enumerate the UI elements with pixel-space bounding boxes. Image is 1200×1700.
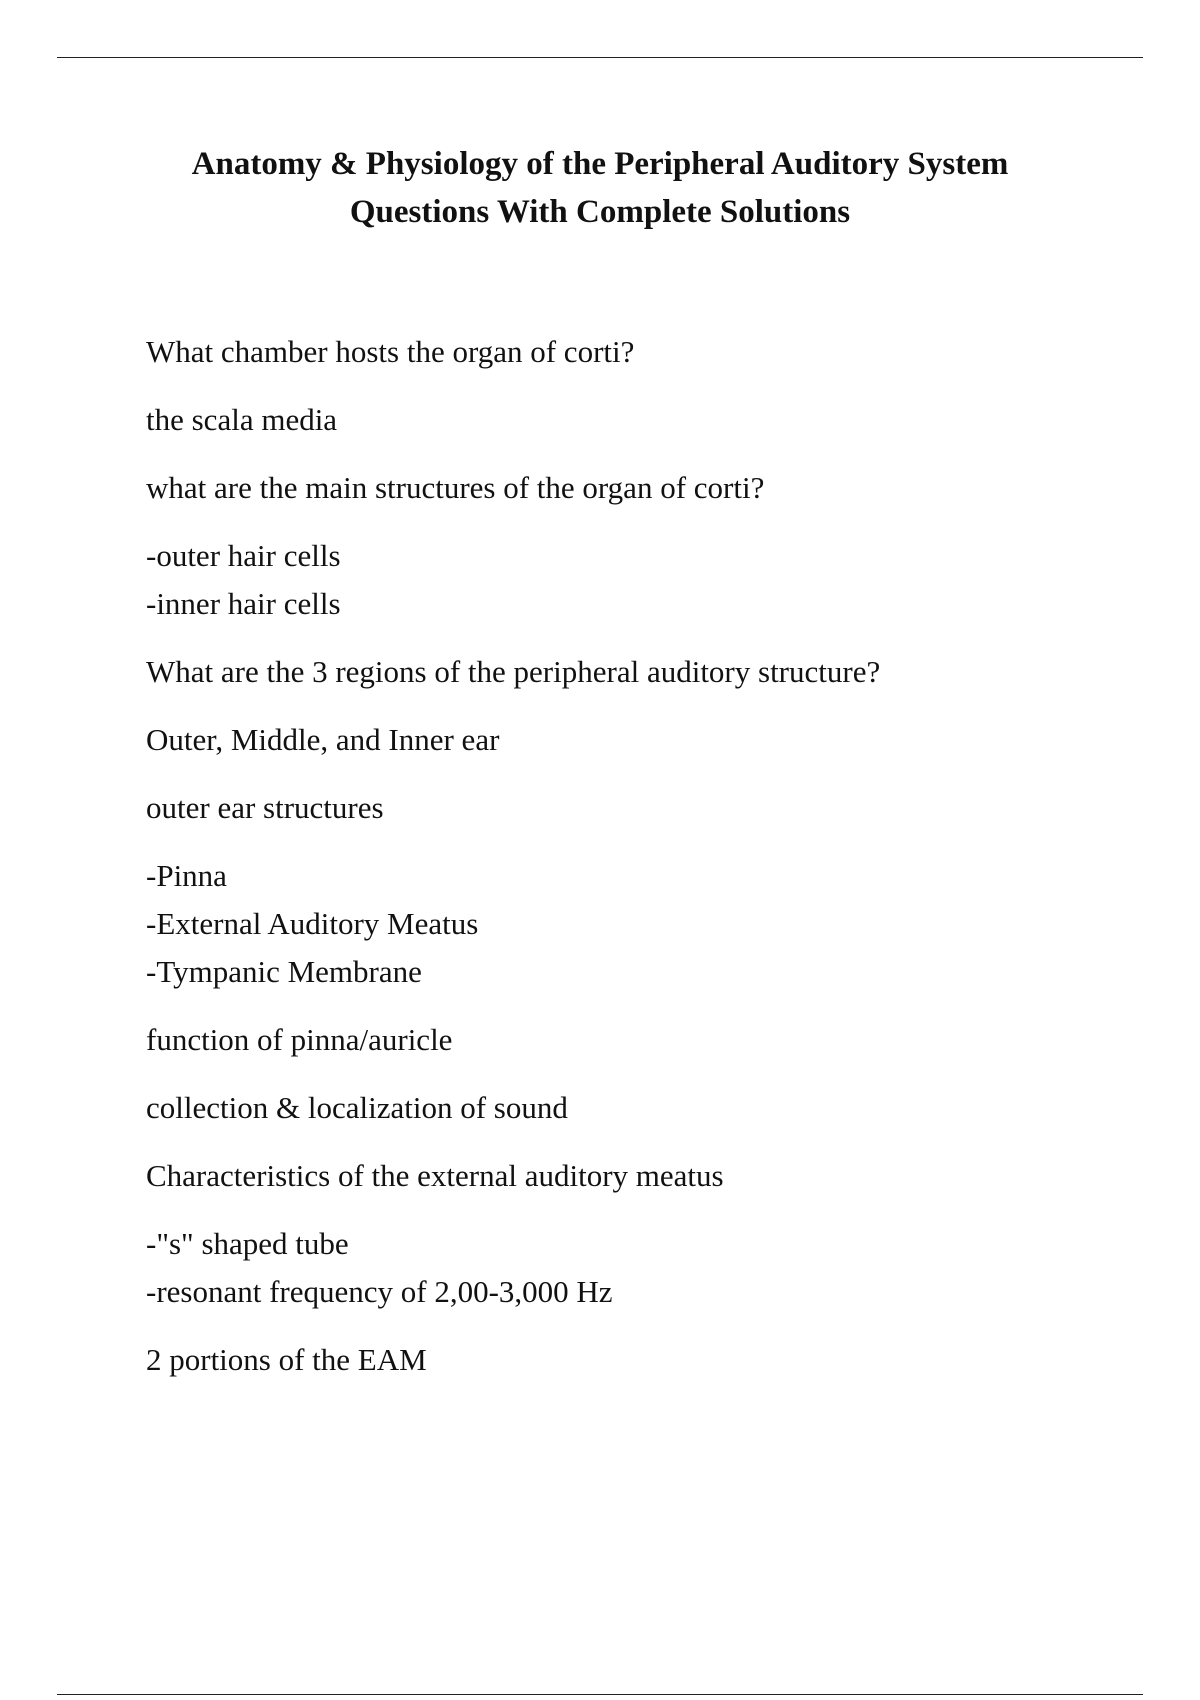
answer bbox=[146, 532, 1106, 628]
answer-text: -Pinna bbox=[146, 858, 227, 893]
answer bbox=[146, 1084, 1106, 1132]
question bbox=[146, 648, 1106, 696]
answer bbox=[146, 852, 1106, 996]
question-text: What chamber hosts the organ of corti? bbox=[146, 334, 635, 369]
document-title bbox=[57, 140, 1143, 236]
answer bbox=[146, 716, 1106, 764]
question-text: What are the 3 regions of the peripheral auditory structure? bbox=[146, 654, 881, 689]
top-rule bbox=[57, 57, 1143, 58]
question bbox=[146, 1152, 1106, 1200]
question-text: Characteristics of the external auditory meatus bbox=[146, 1158, 724, 1193]
question-text: outer ear structures bbox=[146, 790, 384, 825]
bottom-rule bbox=[57, 1694, 1143, 1695]
title-line: Questions With Complete Solutions bbox=[349, 194, 851, 230]
answer-text: -Tympanic Membrane bbox=[146, 954, 422, 989]
answer bbox=[146, 1220, 1106, 1316]
question-text: 2 portions of the EAM bbox=[146, 1342, 427, 1377]
question bbox=[146, 464, 1106, 512]
question bbox=[146, 784, 1106, 832]
answer-text: -External Auditory Meatus bbox=[146, 906, 479, 941]
question bbox=[146, 1336, 1106, 1384]
answer-text: collection & localization of sound bbox=[146, 1090, 568, 1125]
answer bbox=[146, 396, 1106, 444]
question-text: function of pinna/auricle bbox=[146, 1022, 453, 1057]
question-text: what are the main structures of the organ of corti? bbox=[146, 470, 765, 505]
answer-text: the scala media bbox=[146, 402, 338, 437]
question bbox=[146, 328, 1106, 376]
answer-text: -inner hair cells bbox=[146, 586, 341, 621]
document-body bbox=[146, 328, 1106, 1404]
answer-text: Outer, Middle, and Inner ear bbox=[146, 722, 500, 757]
answer-text: -resonant frequency of 2,00-3,000 Hz bbox=[146, 1274, 613, 1309]
title-line: Anatomy & Physiology of the Peripheral Auditory System bbox=[191, 146, 1009, 182]
answer-text: -outer hair cells bbox=[146, 538, 341, 573]
question bbox=[146, 1016, 1106, 1064]
answer-text: -"s" shaped tube bbox=[146, 1226, 349, 1261]
